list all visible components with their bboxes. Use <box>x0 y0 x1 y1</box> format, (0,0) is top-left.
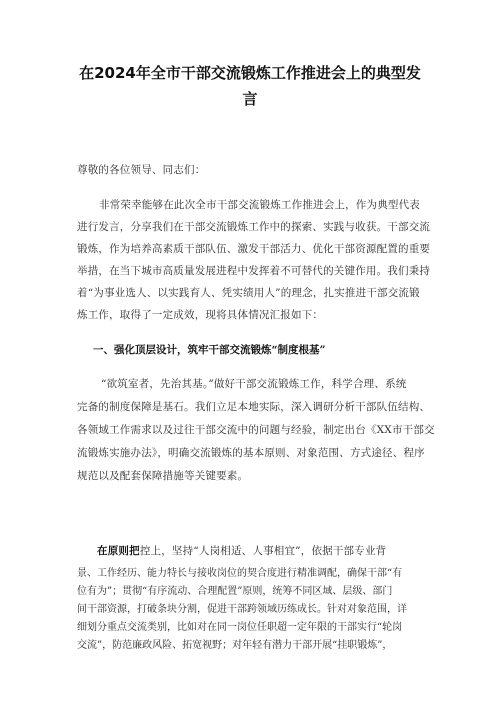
principle-paragraph-line: 景、工作经历、能力特长与接收岗位的契合度进行精准调配，确保干部“有 <box>77 568 403 579</box>
intro-line: 锻炼，作为培养高素质干部队伍、激发干部活力、优化干部资源配置的重要 <box>77 243 431 255</box>
section-paragraph-line: 各领域工作需求以及过往干部交流中的问题与经验，制定出台《XX市干部交 <box>77 424 435 436</box>
intro-line: 炼工作，取得了一定成效，现将具体情况汇报如下： <box>77 309 324 321</box>
principle-paragraph-line: 细划分重点交流类别，比如对在同一岗位任职超一定年限的干部实行“轮岗 <box>77 622 403 633</box>
section-heading: 一、强化顶层设计，筑牢干部交流锻炼“制度根基” <box>93 344 326 356</box>
section-paragraph-line: 规范以及配套保障措施等关键要素。 <box>77 470 249 482</box>
intro-line: 进行发言，分享我们在干部交流锻炼工作中的探索、实践与收获。干部交流 <box>77 221 431 233</box>
salutation: 尊敬的各位领导、同志们： <box>77 164 206 176</box>
principle-paragraph-first-line <box>97 544 386 558</box>
intro-line: 着“为事业选人、以实践育人、凭实绩用人”的理念，扎实推进干部交流锻 <box>77 287 420 299</box>
section-paragraph-line: 完备的制度保障是基石。我们立足本地实际，深入调研分析干部队伍结构、 <box>77 401 431 413</box>
principle-paragraph-line: 间干部资源，打破条块分割，促进干部跨领域历练成长。针对对象范围，详 <box>77 604 407 615</box>
intro-line: 非常荣幸能够在此次全市干部交流锻炼工作推进会上，作为典型代表 <box>99 199 420 211</box>
intro-line: 举措，在当下城市高质量发展进程中发挥着不可替代的关键作用。我们秉持 <box>77 265 431 277</box>
principle-first-line-rest: 控上，坚持“人岗相适、人事相宜”，依据干部专业背 <box>139 545 387 557</box>
principle-paragraph-line: 交流”，防范廉政风险、拓宽视野；对年轻有潜力干部开展“挂职锻炼”， <box>77 640 393 651</box>
section-paragraph-line: “欲筑室者，先治其基。”做好干部交流锻炼工作，科学合理、系统 <box>101 378 407 390</box>
section-paragraph-line: 流锻炼实施办法》，明确交流锻炼的基本原则、对象范围、方式途径、程序 <box>77 447 425 459</box>
principle-lead-text: 在原则把 <box>97 545 140 557</box>
principle-paragraph-line: 位有为”；贯彻“有序流动、合理配置”原则，统筹不同区域、层级、部门 <box>77 586 393 597</box>
document-title-line-2: 言 <box>242 90 258 108</box>
document-title-line-1: 在2024年全市干部交流锻炼工作推进会上的典型发 <box>79 64 421 82</box>
